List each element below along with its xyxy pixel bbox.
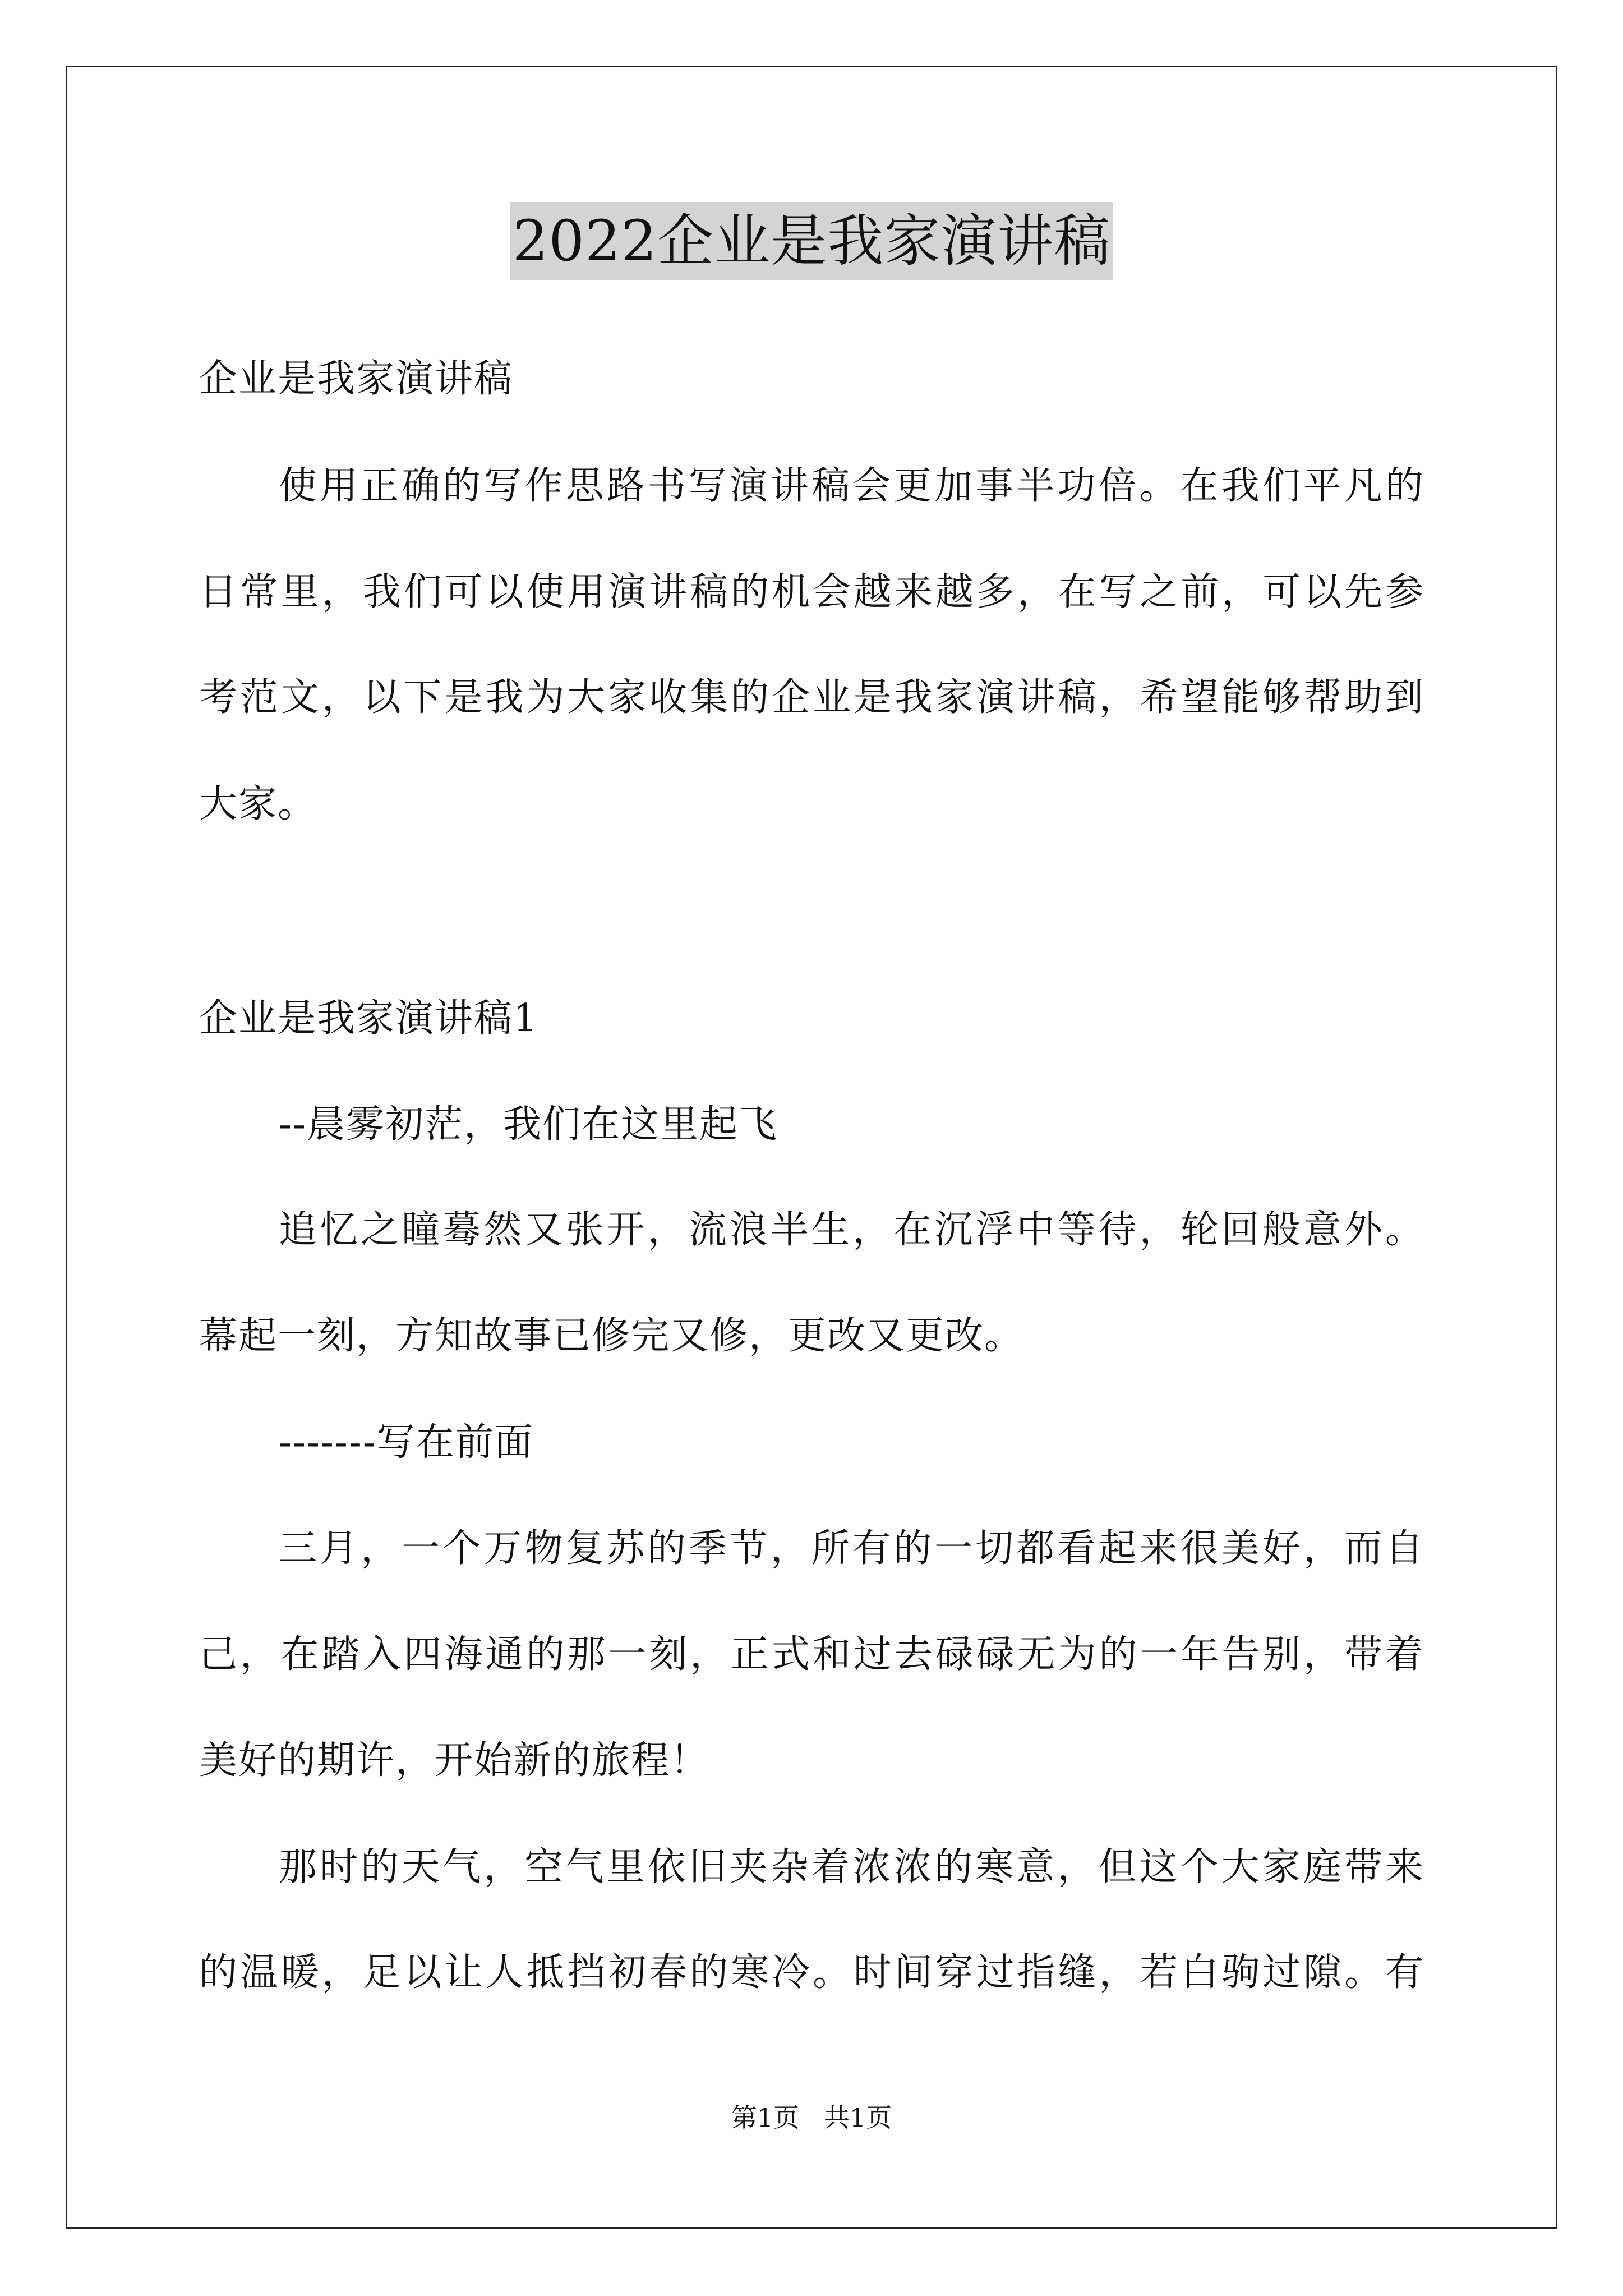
paragraph-line: 美好的期许，开始新的旅程！ xyxy=(199,1738,710,1783)
subtitle-line: --晨雾初茫，我们在这里起飞 xyxy=(279,1102,778,1147)
section-heading: 企业是我家演讲稿 xyxy=(199,357,514,401)
paragraph-line: 考范文，以下是我为大家收集的企业是我家演讲稿，希望能够帮助到 xyxy=(199,675,1424,720)
paragraph-line: 的温暖，足以让人抵挡初春的寒冷。时间穿过指缝，若白驹过隙。有 xyxy=(199,1950,1424,1995)
paragraph-line: 幕起一刻，方知故事已修完又修，更改又更改。 xyxy=(199,1314,1024,1358)
title-container xyxy=(0,202,1623,280)
paragraph-line: 追忆之瞳蓦然又张开，流浪半生，在沉浮中等待，轮回般意外。 xyxy=(279,1208,1424,1252)
paragraph-line: 己，在踏入四海通的那一刻，正式和过去碌碌无为的一年告别，带着 xyxy=(199,1632,1424,1677)
paragraph-line: 日常里，我们可以使用演讲稿的机会越来越多，在写之前，可以先参 xyxy=(199,570,1424,614)
page-footer: 第1页 共1页 xyxy=(731,2102,892,2133)
subtitle-line: -------写在前面 xyxy=(279,1420,534,1465)
paragraph-line: 三月，一个万物复苏的季节，所有的一切都看起来很美好，而自 xyxy=(279,1526,1424,1571)
paragraph-line: 大家。 xyxy=(199,782,317,826)
document-title: 2022企业是我家演讲稿 xyxy=(510,202,1113,280)
paragraph-line: 那时的天气，空气里依旧夹杂着浓浓的寒意，但这个大家庭带来 xyxy=(279,1845,1424,1889)
paragraph-line: 使用正确的写作思路书写演讲稿会更加事半功倍。在我们平凡的 xyxy=(279,464,1424,508)
section-heading: 企业是我家演讲稿1 xyxy=(199,996,539,1041)
